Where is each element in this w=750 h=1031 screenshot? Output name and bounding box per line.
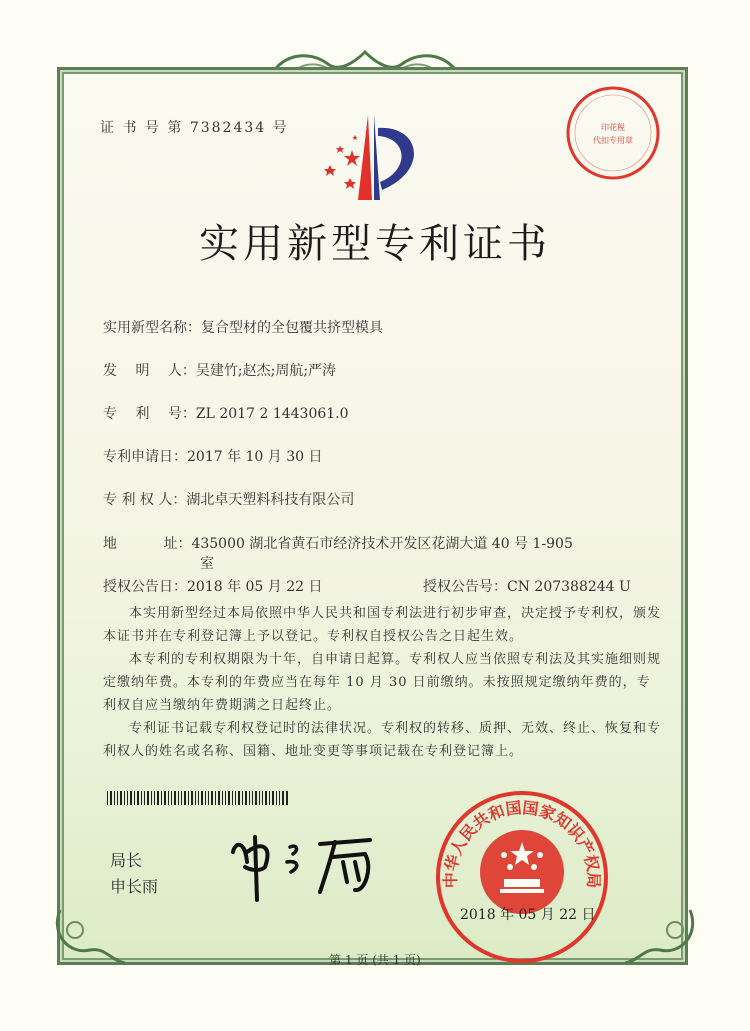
certificate-body-text: [103, 602, 663, 763]
field-patentee: 专 利 权 人：湖北卓天塑料科技有限公司: [103, 492, 355, 508]
body-paragraph-2: 本专利的专利权期限为十年，自申请日起算。专利权人应当依照专利法及其实施细则规定缴纳年费。本专利的年费应当在每年 10 月 30 日前缴纳。未按照规定缴纳年费的，专利权自应当缴纳年费期满之日起终止。: [103, 652, 662, 713]
field-address: 地 址：435000 湖北省黄石市经济技术开发区花湖大道 40 号 1-905: [103, 536, 573, 552]
field-inventors: 发 明 人：吴建竹;赵杰;周航;严涛: [103, 363, 337, 379]
field-address-line2: 室: [200, 556, 214, 572]
body-paragraph-1: 本实用新型经过本局依照中华人民共和国专利法进行初步审查，决定授予专利权，颁发本证书并在专利登记簿上予以登记。专利权自授权公告之日起生效。: [103, 606, 662, 644]
tax-stamp-seal: [563, 83, 663, 183]
barcode: [107, 791, 288, 805]
field-utility-model-name: 实用新型名称：复合型材的全包覆共挤型模具: [103, 320, 383, 336]
field-grant-announcement-number: 授权公告号：CN 207388244 U: [423, 579, 631, 595]
svg-text:代扣专用章: 代扣专用章: [593, 136, 633, 145]
certificate-number-label: 证 书 号 第: [100, 120, 184, 136]
certificate-number-suffix: 号: [272, 120, 289, 136]
cnipa-official-seal: [432, 787, 612, 967]
certificate-number: [100, 117, 289, 137]
page-number: 第 1 页 (共 1 页): [329, 953, 421, 967]
seal-date: 2018 年 05 月 22 日: [460, 907, 596, 923]
body-paragraph-3: 专利证书记载专利权登记时的法律状况。专利权的转移、质押、无效、终止、恢复和专利权人的姓名或名称、国籍、地址变更等事项记载在专利登记簿上。: [103, 721, 662, 759]
field-application-date: 专利申请日：2017 年 10 月 30 日: [103, 449, 323, 465]
director-name: 申长雨: [110, 877, 159, 896]
svg-text:中华人民共和国国家知识产权局: 中华人民共和国国家知识产权局: [440, 798, 604, 889]
field-patent-number: 专 利 号：ZL 2017 2 1443061.0: [103, 406, 349, 422]
director-title: 局长: [110, 851, 143, 870]
certificate-number-value: 7382434: [189, 120, 267, 136]
svg-text:印花税: 印花税: [601, 123, 625, 132]
cnipa-logo-icon: [310, 110, 430, 205]
director-signature: [225, 822, 385, 902]
page-title: 实用新型专利证书: [199, 221, 551, 267]
field-grant-announcement-date: 授权公告日：2018 年 05 月 22 日: [103, 579, 323, 595]
